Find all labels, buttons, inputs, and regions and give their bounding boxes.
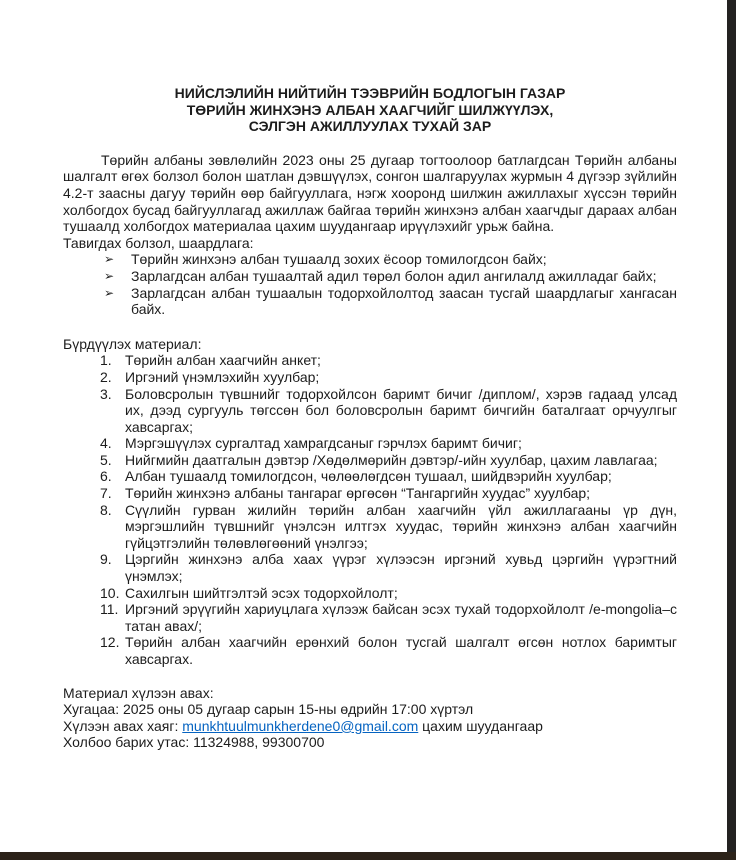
item-number: 11. [100, 601, 119, 618]
requirement-item [104, 268, 677, 285]
requirement-item [104, 251, 677, 268]
material-item-text: Төрийн албан хаагчийн ерөнхий болон тусгай шалгалт өгсөн нотлох баримтыг хавсаргах. [125, 634, 677, 667]
requirement-item [104, 285, 677, 318]
material-item-text: Иргэний үнэмлэхийн хуулбар; [125, 368, 320, 385]
material-item-text: Төрийн албан хаагчийн анкет; [125, 352, 321, 369]
title-line-2: ТӨРИЙН ЖИНХЭНЭ АЛБАН ХААГЧИЙГ ШИЛЖҮҮЛЭХ, [186, 101, 554, 118]
requirement-item-text: Зарлагдсан албан тушаалын тодорхойлолтод заасан тусгай шаардлагыг хангасан байх. [131, 284, 677, 318]
deadline-line: Хугацаа: 2025 оны 05 дугаар сарын 15-ны өдрийн 17:00 хүртэл [63, 701, 474, 718]
material-item-text: Төрийн жинхэнэ албаны тангараг өргөсөн “Тангаргийн хуудас” хуулбар; [125, 485, 591, 502]
address-line [63, 718, 677, 735]
item-number: 6. [100, 468, 112, 485]
requirements-list [63, 251, 677, 317]
arrow-bullet-icon: ➢ [104, 252, 115, 267]
material-item [100, 369, 677, 386]
scan-edge-right [727, 0, 736, 860]
materials-list [63, 352, 677, 667]
phone-line: Холбоо барих утас: 11324988, 99300700 [63, 734, 325, 751]
item-number: 4. [100, 435, 112, 452]
item-number: 12. [100, 634, 120, 651]
material-item-text: Мэргэшүүлэх сургалтад хамрагдсаныг гэрчлэх баримт бичиг; [125, 435, 522, 452]
material-item [100, 452, 677, 469]
material-item-text: Сүүлийн гурван жилийн төрийн албан хаагчийн үйл ажиллагааны үр дүн, мэргэшлийн түвшнийг үнэлсэн илтгэх хуудас, төрийн жинхэнэ албан хаагчийн гүйцэтгэлийн төлөвлөгөөний үнэлгээ; [125, 501, 677, 551]
item-number: 8. [100, 501, 112, 518]
material-item [100, 634, 677, 667]
item-number: 2. [100, 368, 112, 385]
material-item-text: Албан тушаалд томилогдсон, чөлөөлөгдсөн тушаал, шийдвэрийн хуулбар; [125, 468, 612, 485]
title-line-1: НИЙСЛЭЛИЙН НИЙТИЙН ТЭЭВРИЙН БОДЛОГЫН ГАЗАР [174, 85, 566, 101]
material-item [100, 601, 677, 634]
material-item-text: Нийгмийн даатгалын дэвтэр /Хөдөлмөрийн дэвтэр/-ийн хуулбар, цахим лавлагаа; [125, 451, 658, 468]
material-item-text: Сахилгын шийтгэлтэй эсэх тодорхойлолт; [125, 584, 398, 601]
reception-heading: Материал хүлээн авах: [63, 684, 214, 701]
scan-edge-bottom [0, 852, 736, 860]
material-item [100, 485, 677, 502]
arrow-bullet-icon: ➢ [104, 285, 115, 300]
material-item [100, 352, 677, 369]
item-number: 5. [100, 451, 112, 468]
requirement-item-text: Зарлагдсан албан тушаалтай адил төрөл болон адил ангилалд ажилладаг байх; [131, 267, 657, 284]
requirements-heading: Тавигдах болзол, шаардлага: [63, 234, 254, 251]
arrow-bullet-icon: ➢ [104, 268, 115, 283]
materials-heading: Бүрдүүлэх материал: [63, 335, 202, 352]
item-number: 3. [100, 385, 112, 402]
document-title [63, 85, 677, 135]
material-item-text: Иргэний эрүүгийн хариуцлага хүлээж байсан эсэх тухай тодорхойлолт /e-mongolia–с татан авах/; [125, 601, 677, 634]
item-number: 7. [100, 485, 112, 502]
requirement-item-text: Төрийн жинхэнэ албан тушаалд зохих ёсоор томилогдсон байх; [131, 251, 547, 268]
material-item [100, 435, 677, 452]
item-number: 10. [100, 584, 120, 601]
material-item [100, 585, 677, 602]
intro-paragraph: Төрийн албаны зөвлөлийн 2023 оны 25 дугаар тогтоолоор батлагдсан Төрийн албаны шалгалт өгөх болзол болон шатлан дэвшүүлэх, сонгон шалгаруулах журмын 4 дүгээр зүйлийн 4.2-т заасны дагуу төрийн өөр байгууллага, нэгж хооронд шилжин ажиллахыг хүссэн төрийн холбогдох бусад байгууллагад ажиллаж байгаа төрийн жинхэнэ албан хаагчдыг дараах албан тушаалд холбогдох материалаа цахим шуудангаар ирүүлэхийг урьж байна. [63, 151, 677, 235]
material-item-text: Боловсролын түвшнийг тодорхойлсон баримт бичиг /диплом/, хэрэв гадаад улсад их, дээд сургууль төгссөн бол боловсролын баримт бичгийн баталгаат орчуулгыг хавсаргах; [125, 385, 677, 435]
item-number: 1. [100, 352, 112, 369]
item-number: 9. [100, 551, 112, 568]
material-item [100, 468, 677, 485]
address-suffix: цахим шуудангаар [418, 717, 543, 734]
email-link[interactable]: munkhtuulmunkherdene0@gmail.com [182, 717, 419, 734]
material-item-text: Цэргийн жинхэнэ алба хаах үүрэг хүлээсэн иргэний хувьд цэргийн үүрэгтний үнэмлэх; [125, 551, 677, 585]
address-prefix: Хүлээн авах хаяг: [63, 717, 183, 734]
material-item [100, 551, 677, 584]
material-item [100, 386, 677, 436]
material-item [100, 502, 677, 552]
title-line-3: СЭЛГЭН АЖИЛЛУУЛАХ ТУХАЙ ЗАР [248, 118, 492, 135]
